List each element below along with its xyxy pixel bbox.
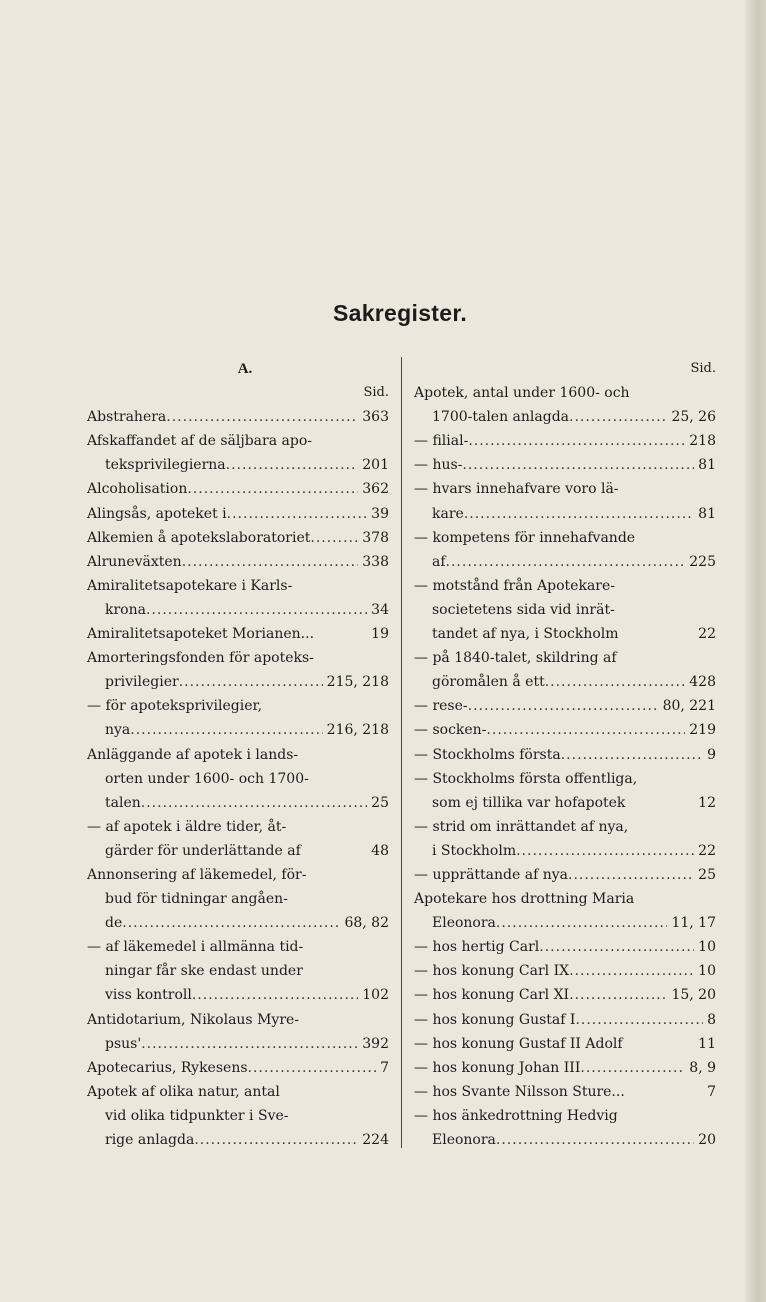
entry-term-continuation: [414, 502, 716, 526]
page-reference: 8, 9: [689, 1059, 716, 1076]
page-reference: 25, 26: [671, 409, 716, 426]
index-entry: [414, 477, 716, 525]
page-reference: 338: [362, 553, 389, 570]
page-reference: 215, 218: [326, 674, 389, 691]
entry-term: [414, 477, 716, 501]
page-reference: 11, 17: [671, 915, 716, 932]
entry-text: Alcoholisation: [87, 481, 188, 498]
page-column-header: Sid.: [363, 385, 389, 401]
page-reference: 9: [707, 746, 716, 763]
page-title: Sakregister.: [332, 300, 468, 326]
page-reference: 34: [371, 601, 389, 618]
entry-text: — hos konung Gustaf I: [414, 1011, 576, 1028]
entry-term: [87, 694, 389, 718]
page-reference: 224: [362, 1132, 389, 1148]
entry-term: [414, 815, 716, 839]
entry-text: — för apoteksprivilegier,: [87, 698, 263, 715]
section-letter: A.: [237, 361, 253, 377]
entry-text: — af läkemedel i allmänna tid-: [87, 939, 304, 956]
entry-text: Afskaffandet af de säljbara apo-: [87, 433, 312, 450]
entry-text: — hos konung Gustaf II Adolf: [414, 1035, 623, 1052]
entry-text: som ej tillika var hofapotek: [432, 794, 626, 811]
index-entry: [414, 983, 716, 1007]
entry-text: Amiralitetsapotekare i Karls-: [87, 577, 293, 594]
entry-term: [414, 767, 716, 791]
entry-text: talen: [105, 794, 141, 811]
dot-leader: [227, 502, 368, 526]
dot-leader: [182, 550, 359, 574]
index-entry: [414, 887, 716, 935]
page-reference: 20: [698, 1132, 716, 1148]
entry-term: [87, 863, 389, 887]
index-entry: [414, 767, 716, 815]
entry-term: [87, 429, 389, 453]
entry-text: — motstånd från Apotekare-: [414, 577, 616, 594]
entry-term: [414, 574, 716, 598]
entry-term-continuation: [87, 453, 389, 477]
entry-text: gärder för underlättande af: [105, 842, 301, 859]
entry-text: — filial-: [414, 433, 469, 450]
index-entry: [87, 1080, 389, 1152]
entry-text: kare: [432, 505, 464, 522]
index-entry: [414, 646, 716, 694]
entry-term-continuation: [414, 1128, 716, 1152]
entry-text: Eleonora: [432, 1132, 496, 1148]
index-entry: [414, 1008, 716, 1032]
entry-text: Abstrahera: [87, 409, 167, 426]
index-entry: [87, 863, 389, 935]
entry-term: [87, 815, 389, 839]
entry-text: — hvars innehafvare voro lä-: [414, 481, 619, 498]
entry-text: orten under 1600- och 1700-: [105, 770, 309, 787]
entry-term-continuation: [87, 887, 389, 911]
dot-leader: [446, 550, 686, 574]
entry-term: [414, 1056, 716, 1080]
entry-term-continuation: [87, 839, 389, 863]
index-entry: [414, 1032, 716, 1056]
index-entries-left: [87, 405, 389, 1152]
entry-term: [414, 1080, 716, 1104]
page-reference: 48: [371, 842, 389, 859]
page-reference: 15, 20: [671, 987, 716, 1004]
entry-term: [414, 863, 716, 887]
entry-term-continuation: [414, 670, 716, 694]
dot-leader: [310, 526, 358, 550]
entry-text: tandet af nya, i Stockholm: [432, 626, 619, 643]
index-entry: [414, 574, 716, 646]
index-entry: [414, 1104, 716, 1152]
index-entry: [414, 1056, 716, 1080]
page-reference: 201: [362, 457, 389, 474]
dot-leader: [166, 405, 358, 429]
dot-leader: [248, 1056, 377, 1080]
page-reference: 19: [371, 626, 389, 643]
entry-term: [414, 1104, 716, 1128]
entry-text: Eleonora: [432, 915, 496, 932]
entry-term: [87, 477, 389, 501]
index-entry: [414, 959, 716, 983]
dot-leader: [539, 935, 694, 959]
entry-term-continuation: [87, 791, 389, 815]
dot-leader: [569, 959, 694, 983]
page-reference: 362: [362, 481, 389, 498]
index-entry: [87, 502, 389, 526]
entry-term: [87, 646, 389, 670]
entry-term: [414, 694, 716, 718]
entry-term-continuation: [414, 622, 716, 646]
entry-term: [414, 429, 716, 453]
page-edge: [746, 0, 766, 1302]
entry-term-continuation: [414, 791, 716, 815]
dot-leader: [569, 405, 667, 429]
entry-term: [414, 381, 716, 405]
entry-text: Amorteringsfonden för apoteks-: [87, 650, 314, 667]
entry-term-continuation: [87, 598, 389, 622]
page-reference: 218: [689, 433, 716, 450]
page-reference: 22: [698, 842, 716, 859]
page-reference: 378: [362, 529, 389, 546]
entry-text: teksprivilegierna: [105, 457, 226, 474]
index-entry: [414, 1080, 716, 1104]
entry-term-continuation: [414, 405, 716, 429]
page-reference: 25: [698, 866, 716, 883]
dot-leader: [569, 983, 667, 1007]
entry-term-continuation: [87, 983, 389, 1007]
entry-text: — strid om inrättandet af nya,: [414, 818, 629, 835]
index-entry: [414, 526, 716, 574]
dot-leader: [568, 863, 694, 887]
entry-term-continuation: [87, 670, 389, 694]
entry-text: Apotecarius, Rykesens: [87, 1059, 248, 1076]
index-entry: [414, 694, 716, 718]
entry-term-continuation: [87, 1104, 389, 1128]
dot-leader: [122, 911, 340, 935]
entry-term-continuation: [414, 598, 716, 622]
entry-text: Apotekare hos drottning Maria: [414, 891, 635, 908]
entry-text: i Stockholm: [432, 842, 517, 859]
page-reference: 68, 82: [344, 915, 389, 932]
entry-text: — hos hertig Carl: [414, 939, 540, 956]
entry-text: — hos änkedrottning Hedvig: [414, 1107, 618, 1124]
index-entry: [414, 429, 716, 453]
dot-leader: [468, 429, 685, 453]
entry-term-continuation: [414, 839, 716, 863]
entry-term: [414, 887, 716, 911]
entry-term: [414, 646, 716, 670]
entry-text: — upprättande af nya: [414, 866, 568, 883]
page-reference: 225: [689, 553, 716, 570]
entry-term: [87, 574, 389, 598]
entry-term: [87, 1008, 389, 1032]
entry-text: Antidotarium, Nikolaus Myre-: [87, 1011, 300, 1028]
entry-text: — kompetens för innehafvande: [414, 529, 636, 546]
entry-text: af: [432, 553, 446, 570]
page-reference: 10: [698, 963, 716, 980]
index-entry: [414, 863, 716, 887]
dot-leader: [226, 453, 359, 477]
entry-text: rige anlagda: [105, 1132, 195, 1148]
entry-term: [87, 935, 389, 959]
dot-leader: [179, 670, 323, 694]
entry-text: nya: [105, 722, 131, 739]
page-column-header: Sid.: [690, 361, 716, 376]
entry-text: 1700-talen anlagda: [432, 409, 570, 426]
page-reference: 392: [362, 1035, 389, 1052]
entry-text: — af apotek i äldre tider, åt-: [87, 818, 287, 835]
index-entry: [414, 743, 716, 767]
page-reference: 22: [698, 626, 716, 643]
dot-leader: [141, 791, 367, 815]
page-reference: 39: [371, 505, 389, 522]
page-reference: 219: [689, 722, 716, 739]
index-entry: [87, 935, 389, 1007]
dot-leader: [516, 839, 694, 863]
left-column: [87, 357, 389, 1152]
entry-text: de: [105, 915, 123, 932]
dot-leader: [192, 983, 358, 1007]
entry-term-continuation: [87, 959, 389, 983]
entry-term: [414, 1032, 716, 1056]
entry-term-continuation: [414, 550, 716, 574]
entry-text: ningar får ske endast under: [105, 963, 303, 980]
page-reference: 7: [380, 1059, 389, 1076]
dot-leader: [146, 598, 367, 622]
entry-text: Alkemien å apotekslaboratoriet: [87, 529, 311, 546]
page-reference: 102: [362, 987, 389, 1004]
dot-leader: [545, 670, 686, 694]
page-reference: 8: [707, 1011, 716, 1028]
right-column: [414, 357, 716, 1152]
page-reference: 80, 221: [662, 698, 716, 715]
entry-text: — rese-: [414, 698, 468, 715]
dot-leader: [496, 911, 668, 935]
entry-text: krona: [105, 601, 146, 618]
page-reference: 10: [698, 939, 716, 956]
dot-leader: [194, 1128, 358, 1152]
entry-term: [414, 1008, 716, 1032]
entry-term: [414, 935, 716, 959]
entry-text: Amiralitetsapoteket Morianen...: [87, 626, 315, 643]
entry-text: Anläggande af apotek i lands-: [87, 746, 299, 763]
page-reference: 216, 218: [326, 722, 389, 739]
dot-leader: [580, 1056, 685, 1080]
dot-leader: [468, 694, 659, 718]
index-entry: [87, 405, 389, 429]
entry-text: — hus-: [414, 457, 463, 474]
page-reference: 81: [698, 457, 716, 474]
index-entry: [414, 381, 716, 429]
index-entry: [87, 815, 389, 863]
entry-term: [414, 453, 716, 477]
index-entry: [87, 646, 389, 694]
entry-text: bud för tidningar angåen-: [105, 891, 288, 908]
index-entry: [87, 526, 389, 550]
index-entry: [87, 574, 389, 622]
dot-leader: [187, 477, 358, 501]
entry-text: societetens sida vid inrät-: [432, 601, 615, 618]
dot-leader: [561, 743, 703, 767]
dot-leader: [462, 453, 694, 477]
index-entry: [87, 1008, 389, 1056]
entry-term-continuation: [87, 911, 389, 935]
entry-text: Annonsering af läkemedel, för-: [87, 866, 307, 883]
entry-term: [87, 1080, 389, 1104]
entry-text: privilegier: [105, 674, 179, 691]
index-entry: [414, 718, 716, 742]
index-entry: [414, 815, 716, 863]
index-entry: [87, 622, 389, 646]
entry-term-continuation: [87, 1032, 389, 1056]
page-reference: 428: [689, 674, 716, 691]
page-reference: 363: [362, 409, 389, 426]
index-entry: [87, 1056, 389, 1080]
entry-term-continuation: [87, 1128, 389, 1152]
dot-leader: [486, 718, 685, 742]
entry-text: — på 1840-talet, skildring af: [414, 650, 617, 667]
entry-text: Alruneväxten: [87, 553, 182, 570]
dot-leader: [141, 1032, 358, 1056]
entry-text: Apotek, antal under 1600- och: [414, 385, 630, 402]
index-entry: [87, 550, 389, 574]
entry-term: [87, 526, 389, 550]
dot-leader: [464, 502, 694, 526]
entry-text: — hos konung Carl IX: [414, 963, 570, 980]
index-entry: [87, 743, 389, 815]
page-reference: 12: [698, 794, 716, 811]
entry-term: [414, 718, 716, 742]
index-entry: [87, 477, 389, 501]
dot-leader: [575, 1008, 703, 1032]
entry-text: — hos konung Johan III: [414, 1059, 581, 1076]
entry-term: [87, 405, 389, 429]
entry-term: [87, 1056, 389, 1080]
entry-term-continuation: [87, 718, 389, 742]
entry-term: [414, 526, 716, 550]
page-reference: 81: [698, 505, 716, 522]
entry-term: [87, 550, 389, 574]
entry-text: göromålen å ett: [432, 674, 545, 691]
entry-term: [87, 622, 389, 646]
entry-text: — hos Svante Nilsson Sture...: [414, 1083, 625, 1100]
entry-term: [87, 502, 389, 526]
entry-text: — hos konung Carl XI: [414, 987, 570, 1004]
entry-term: [414, 743, 716, 767]
entry-term: [414, 959, 716, 983]
index-entry: [414, 935, 716, 959]
entry-text: viss kontroll: [105, 987, 192, 1004]
entry-text: Apotek af olika natur, antal: [87, 1083, 280, 1100]
entry-text: psus': [105, 1035, 142, 1052]
entry-text: Alingsås, apoteket i: [87, 505, 227, 522]
entry-term: [414, 983, 716, 1007]
column-divider: [401, 357, 402, 1148]
index-entry: [87, 694, 389, 742]
entry-text: vid olika tidpunkter i Sve-: [105, 1107, 289, 1124]
index-entry: [414, 453, 716, 477]
entry-text: — Stockholms första offentliga,: [414, 770, 638, 787]
page-reference: 25: [371, 794, 389, 811]
dot-leader: [130, 718, 322, 742]
index-entries-right: [414, 381, 716, 1152]
entry-term-continuation: [87, 767, 389, 791]
entry-term: [87, 743, 389, 767]
entry-term-continuation: [414, 911, 716, 935]
entry-text: — socken-: [414, 722, 487, 739]
dot-leader: [496, 1128, 694, 1152]
entry-text: — Stockholms första: [414, 746, 561, 763]
index-entry: [87, 429, 389, 477]
page-reference: 11: [698, 1035, 716, 1052]
page-reference: 7: [707, 1083, 716, 1100]
